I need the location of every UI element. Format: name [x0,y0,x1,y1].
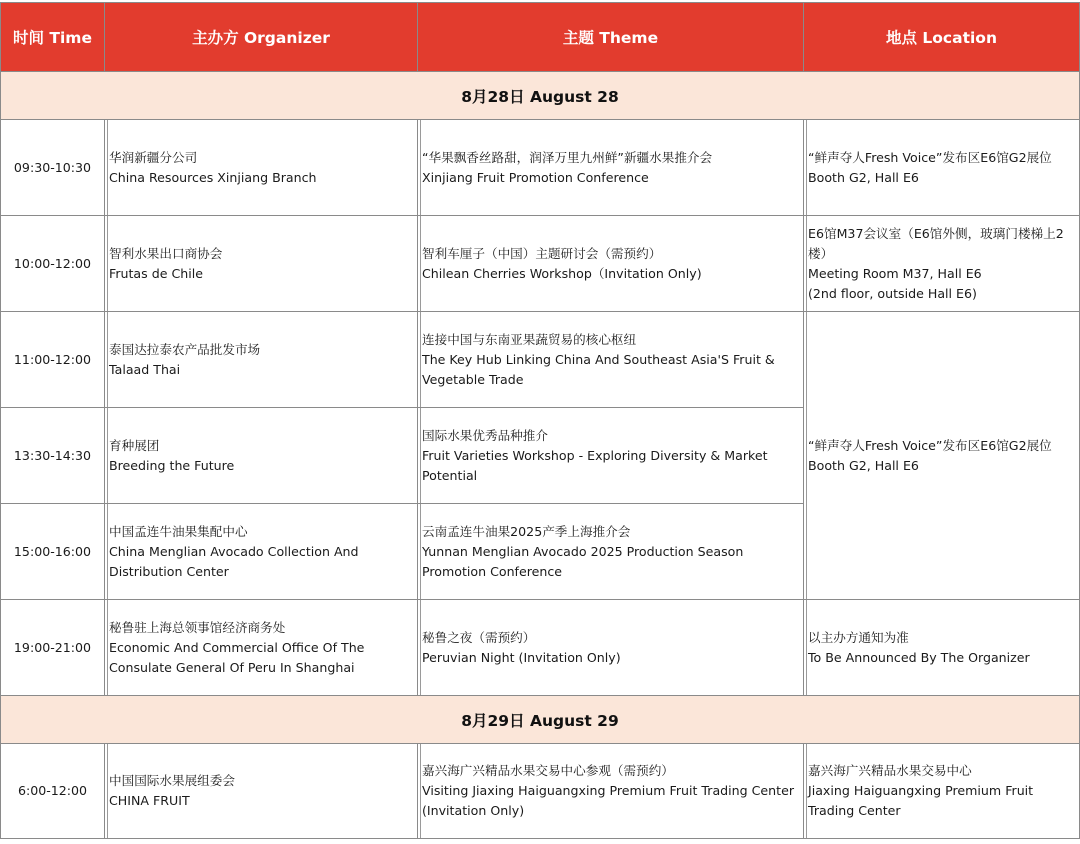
organizer-en-cont: Consulate General Of Peru In Shanghai [109,659,355,675]
organizer-en: Breeding the Future [109,457,235,473]
theme-zh: 智利车厘子（中国）主题研讨会（需预约） [422,245,662,261]
organizer-cell [105,408,418,504]
theme-en: Chilean Cherries Workshop（Invitation Only) [422,265,702,281]
organizer-en: CHINA FRUIT [109,793,190,808]
theme-cell [418,744,804,839]
organizer-zh: 华润新疆分公司 [109,149,198,165]
header-location: 地点 Location [804,3,1080,72]
location-zh: “鲜声夺人Fresh Voice”发布区E6馆G2展位 [808,437,1052,453]
table-row [1,744,1080,839]
time-cell: 6:00-12:00 [1,744,105,839]
organizer-zh: 育种展团 [109,437,160,453]
event-schedule-table [0,2,1080,839]
theme-en: Fruit Varieties Workshop - Exploring Diversity & Market [422,447,768,463]
theme-en-cont: Vegetable Trade [422,371,524,387]
theme-cell [418,312,804,408]
location-en: To Be Announced By The Organizer [808,649,1030,665]
theme-cell [418,120,804,216]
organizer-en: China Resources Xinjiang Branch [109,169,317,185]
location-cell [804,600,1080,696]
organizer-zh: 中国孟连牛油果集配中心 [109,523,248,539]
organizer-zh: 中国国际水果展组委会 [109,773,235,788]
organizer-en: Economic And Commercial Office Of The [109,639,365,655]
theme-en: Peruvian Night (Invitation Only) [422,649,621,665]
location-zh: 以主办方通知为准 [808,629,909,645]
location-en-cont: (2nd floor, outside Hall E6) [808,285,977,301]
organizer-cell [105,120,418,216]
theme-zh: 秘鲁之夜（需预约） [422,629,536,645]
organizer-en: Talaad Thai [109,361,181,377]
theme-cell [418,216,804,312]
location-en: Booth G2, Hall E6 [808,169,919,185]
location-en-cont: Trading Center [808,803,901,818]
organizer-cell [105,744,418,839]
theme-zh: 嘉兴海广兴精品水果交易中心参观（需预约） [422,763,674,778]
date-label: 8月28日 August 28 [1,72,1080,120]
time-cell: 15:00-16:00 [1,504,105,600]
table-row [1,600,1080,696]
date-row [1,72,1080,120]
header-theme: 主题 Theme [418,3,804,72]
organizer-cell [105,216,418,312]
organizer-en-cont: Distribution Center [109,563,229,579]
header-organizer: 主办方 Organizer [105,3,418,72]
date-row [1,696,1080,744]
time-cell: 10:00-12:00 [1,216,105,312]
location-en: Booth G2, Hall E6 [808,457,919,473]
location-zh: 嘉兴海广兴精品水果交易中心 [808,763,972,778]
header-time: 时间 Time [1,3,105,72]
location-en: Meeting Room M37, Hall E6 [808,265,982,281]
theme-en: Visiting Jiaxing Haiguangxing Premium Fruit Trading Center [422,783,795,798]
theme-zh: 国际水果优秀品种推介 [422,427,548,443]
header-row [1,3,1080,72]
time-cell: 11:00-12:00 [1,312,105,408]
location-zh-cont: 楼） [808,245,834,261]
theme-en-cont: Potential [422,467,478,483]
theme-zh: “华果飘香丝路甜，润泽万里九州鲜”新疆水果推介会 [422,149,713,165]
organizer-cell [105,504,418,600]
organizer-en: China Menglian Avocado Collection And [109,543,359,559]
theme-zh: 云南孟连牛油果2025产季上海推介会 [422,523,631,539]
location-zh: “鲜声夺人Fresh Voice”发布区E6馆G2展位 [808,149,1052,165]
organizer-zh: 智利水果出口商协会 [109,245,223,261]
location-cell [804,216,1080,312]
time-cell: 13:30-14:30 [1,408,105,504]
location-cell [804,120,1080,216]
table-row [1,216,1080,312]
theme-cell [418,504,804,600]
theme-en-cont: (Invitation Only) [422,803,525,818]
theme-en: Xinjiang Fruit Promotion Conference [422,169,649,185]
location-cell [804,744,1080,839]
table-row [1,312,1080,408]
shared-location-cell [804,312,1080,600]
theme-en: Yunnan Menglian Avocado 2025 Production Season [422,543,744,559]
theme-cell [418,408,804,504]
organizer-cell [105,600,418,696]
theme-en-cont: Promotion Conference [422,563,563,579]
organizer-zh: 秘鲁驻上海总领事馆经济商务处 [109,619,286,635]
location-en: Jiaxing Haiguangxing Premium Fruit [808,783,1034,798]
date-label: 8月29日 August 29 [1,696,1080,744]
organizer-en: Frutas de Chile [109,265,203,281]
theme-cell [418,600,804,696]
theme-en: The Key Hub Linking China And Southeast Asia'S Fruit & [422,351,775,367]
location-zh: E6馆M37会议室（E6馆外侧，玻璃门楼梯上2 [808,225,1064,241]
organizer-zh: 泰国达拉泰农产品批发市场 [109,341,261,357]
time-cell: 09:30-10:30 [1,120,105,216]
table-row [1,120,1080,216]
organizer-cell [105,312,418,408]
time-cell: 19:00-21:00 [1,600,105,696]
theme-zh: 连接中国与东南亚果蔬贸易的核心枢纽 [422,331,637,347]
